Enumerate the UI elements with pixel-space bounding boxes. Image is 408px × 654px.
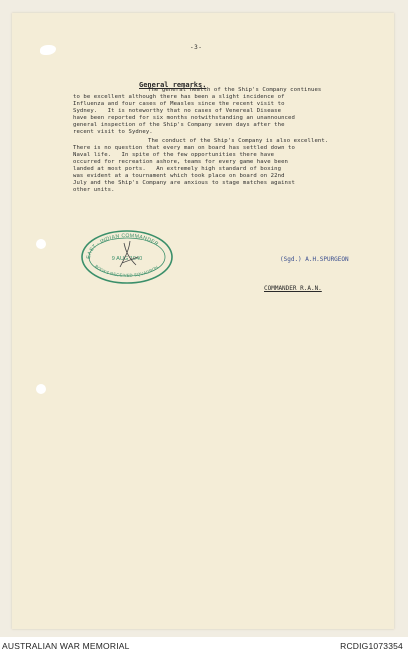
paragraph-line: There is no question that every man on board has settled down to bbox=[73, 145, 295, 151]
paragraph-line: to be excellent although there has been a slight incidence of bbox=[73, 94, 285, 100]
paragraph-line: The conduct of the Ship's Company is also excellent. bbox=[148, 138, 329, 144]
document-page bbox=[12, 13, 394, 629]
stamp-bottom-text: BOOKS RECEIVED SQUADRON bbox=[94, 263, 160, 278]
svg-text:BOOKS RECEIVED SQUADRON bbox=[94, 264, 159, 278]
paragraph-line: other units. bbox=[73, 187, 115, 193]
page-tear bbox=[40, 45, 56, 55]
paragraph-line: was evident at a tournament which took place on board on 22nd bbox=[73, 173, 285, 179]
paragraph-line: general inspection of the Ship's Company seven days after the bbox=[73, 122, 285, 128]
paragraph-line: Naval life. In spite of the few opportunities there have bbox=[73, 152, 275, 158]
paragraph-line: July and the Ship's Company are anxious to stage matches against bbox=[73, 180, 295, 186]
paragraph-line: Influenza and four cases of Measles since the recent visit to bbox=[73, 101, 285, 107]
paragraph-line: Sydney. It is noteworthy that no cases of Venereal Disease bbox=[73, 108, 282, 114]
signatory-title: COMMANDER R.A.N. bbox=[264, 285, 322, 292]
stamp-date: 9 AUG 1940 bbox=[111, 256, 143, 262]
stamp-top-text: EAST - INDIAN COMMANDER bbox=[85, 232, 160, 260]
received-stamp bbox=[80, 229, 174, 285]
footer-institution: AUSTRALIAN WAR MEMORIAL bbox=[2, 641, 130, 651]
footer-bar bbox=[0, 637, 408, 654]
handwritten-initials bbox=[120, 241, 138, 267]
signature-name: (Sgd.) A.H.SPURGEON bbox=[280, 256, 349, 263]
page-number: -3- bbox=[190, 44, 203, 51]
paragraph-line: landed at most ports. An extremely high standard of boxing bbox=[73, 166, 282, 172]
footer-record-id: RCDIG1073354 bbox=[340, 641, 403, 651]
punch-hole-top bbox=[36, 239, 46, 249]
section-heading: General remarks. bbox=[139, 81, 207, 89]
paragraph-line: have been reported for six months notwithstanding an unannounced bbox=[73, 115, 295, 121]
paragraph-line: recent visit to Sydney. bbox=[73, 129, 153, 135]
paragraph-line: The general health of the Ship's Company continues bbox=[148, 87, 322, 93]
paragraph-line: occurred for recreation ashore, teams for every game have been bbox=[73, 159, 288, 165]
punch-hole-bottom bbox=[36, 384, 46, 394]
